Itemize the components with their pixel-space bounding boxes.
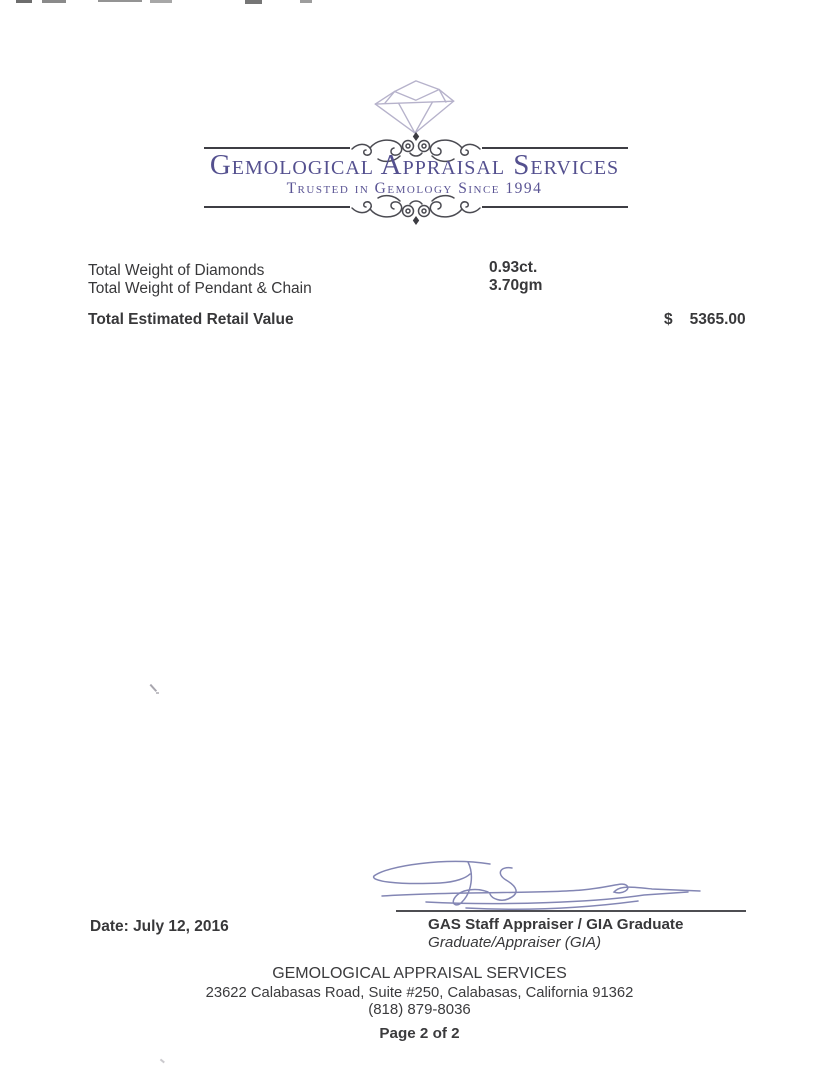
signer-title: GAS Staff Appraiser / GIA Graduate xyxy=(428,916,684,933)
footer-company: GEMOLOGICAL APPRAISAL SERVICES xyxy=(272,965,567,982)
signer-credential: Graduate/Appraiser (GIA) xyxy=(428,933,602,951)
brand-tagline: Trusted in Gemology Since 1994 xyxy=(286,180,543,197)
brand-name: Gemological Appraisal Services xyxy=(209,149,620,181)
footer-phone: (818) 879-8036 xyxy=(368,1001,471,1018)
scan-artifact xyxy=(98,0,142,2)
scan-artifact xyxy=(42,0,66,3)
signature-ink xyxy=(366,856,706,916)
weight-diamonds-value: 0.93ct. xyxy=(489,259,538,276)
date-label: Date: July 12, 2016 xyxy=(90,918,229,935)
scan-artifact xyxy=(160,1059,165,1063)
divider-rule xyxy=(482,206,628,208)
diamond-logo-icon xyxy=(371,76,457,136)
footer-address: 23622 Calabasas Road, Suite #250, Calabasas, California 91362 xyxy=(205,984,634,1001)
document-footer xyxy=(10,966,829,1042)
scan-artifact xyxy=(16,0,32,3)
weight-pendant-value: 3.70gm xyxy=(489,276,543,294)
currency-symbol: $ xyxy=(664,311,673,328)
scan-artifact xyxy=(245,0,262,4)
divider-rule xyxy=(204,206,350,208)
scan-artifact xyxy=(150,0,172,3)
flourish-ornament-icon xyxy=(350,191,482,225)
page-indicator: Page 2 of 2 xyxy=(379,1024,460,1042)
total-amount: 5365.00 xyxy=(689,311,746,328)
scan-artifact xyxy=(150,684,157,692)
signer-block xyxy=(428,916,683,951)
scan-artifact xyxy=(300,0,312,3)
total-retail-value-label: Total Estimated Retail Value xyxy=(88,311,294,328)
summary-labels xyxy=(88,262,312,297)
ornamental-divider-bottom xyxy=(204,191,628,225)
weight-pendant-label: Total Weight of Pendant & Chain xyxy=(88,279,312,297)
weight-diamonds-label: Total Weight of Diamonds xyxy=(88,262,265,279)
signature-line xyxy=(396,910,746,912)
summary-values xyxy=(489,259,542,294)
scan-artifact xyxy=(156,692,159,694)
total-retail-value xyxy=(664,311,746,329)
